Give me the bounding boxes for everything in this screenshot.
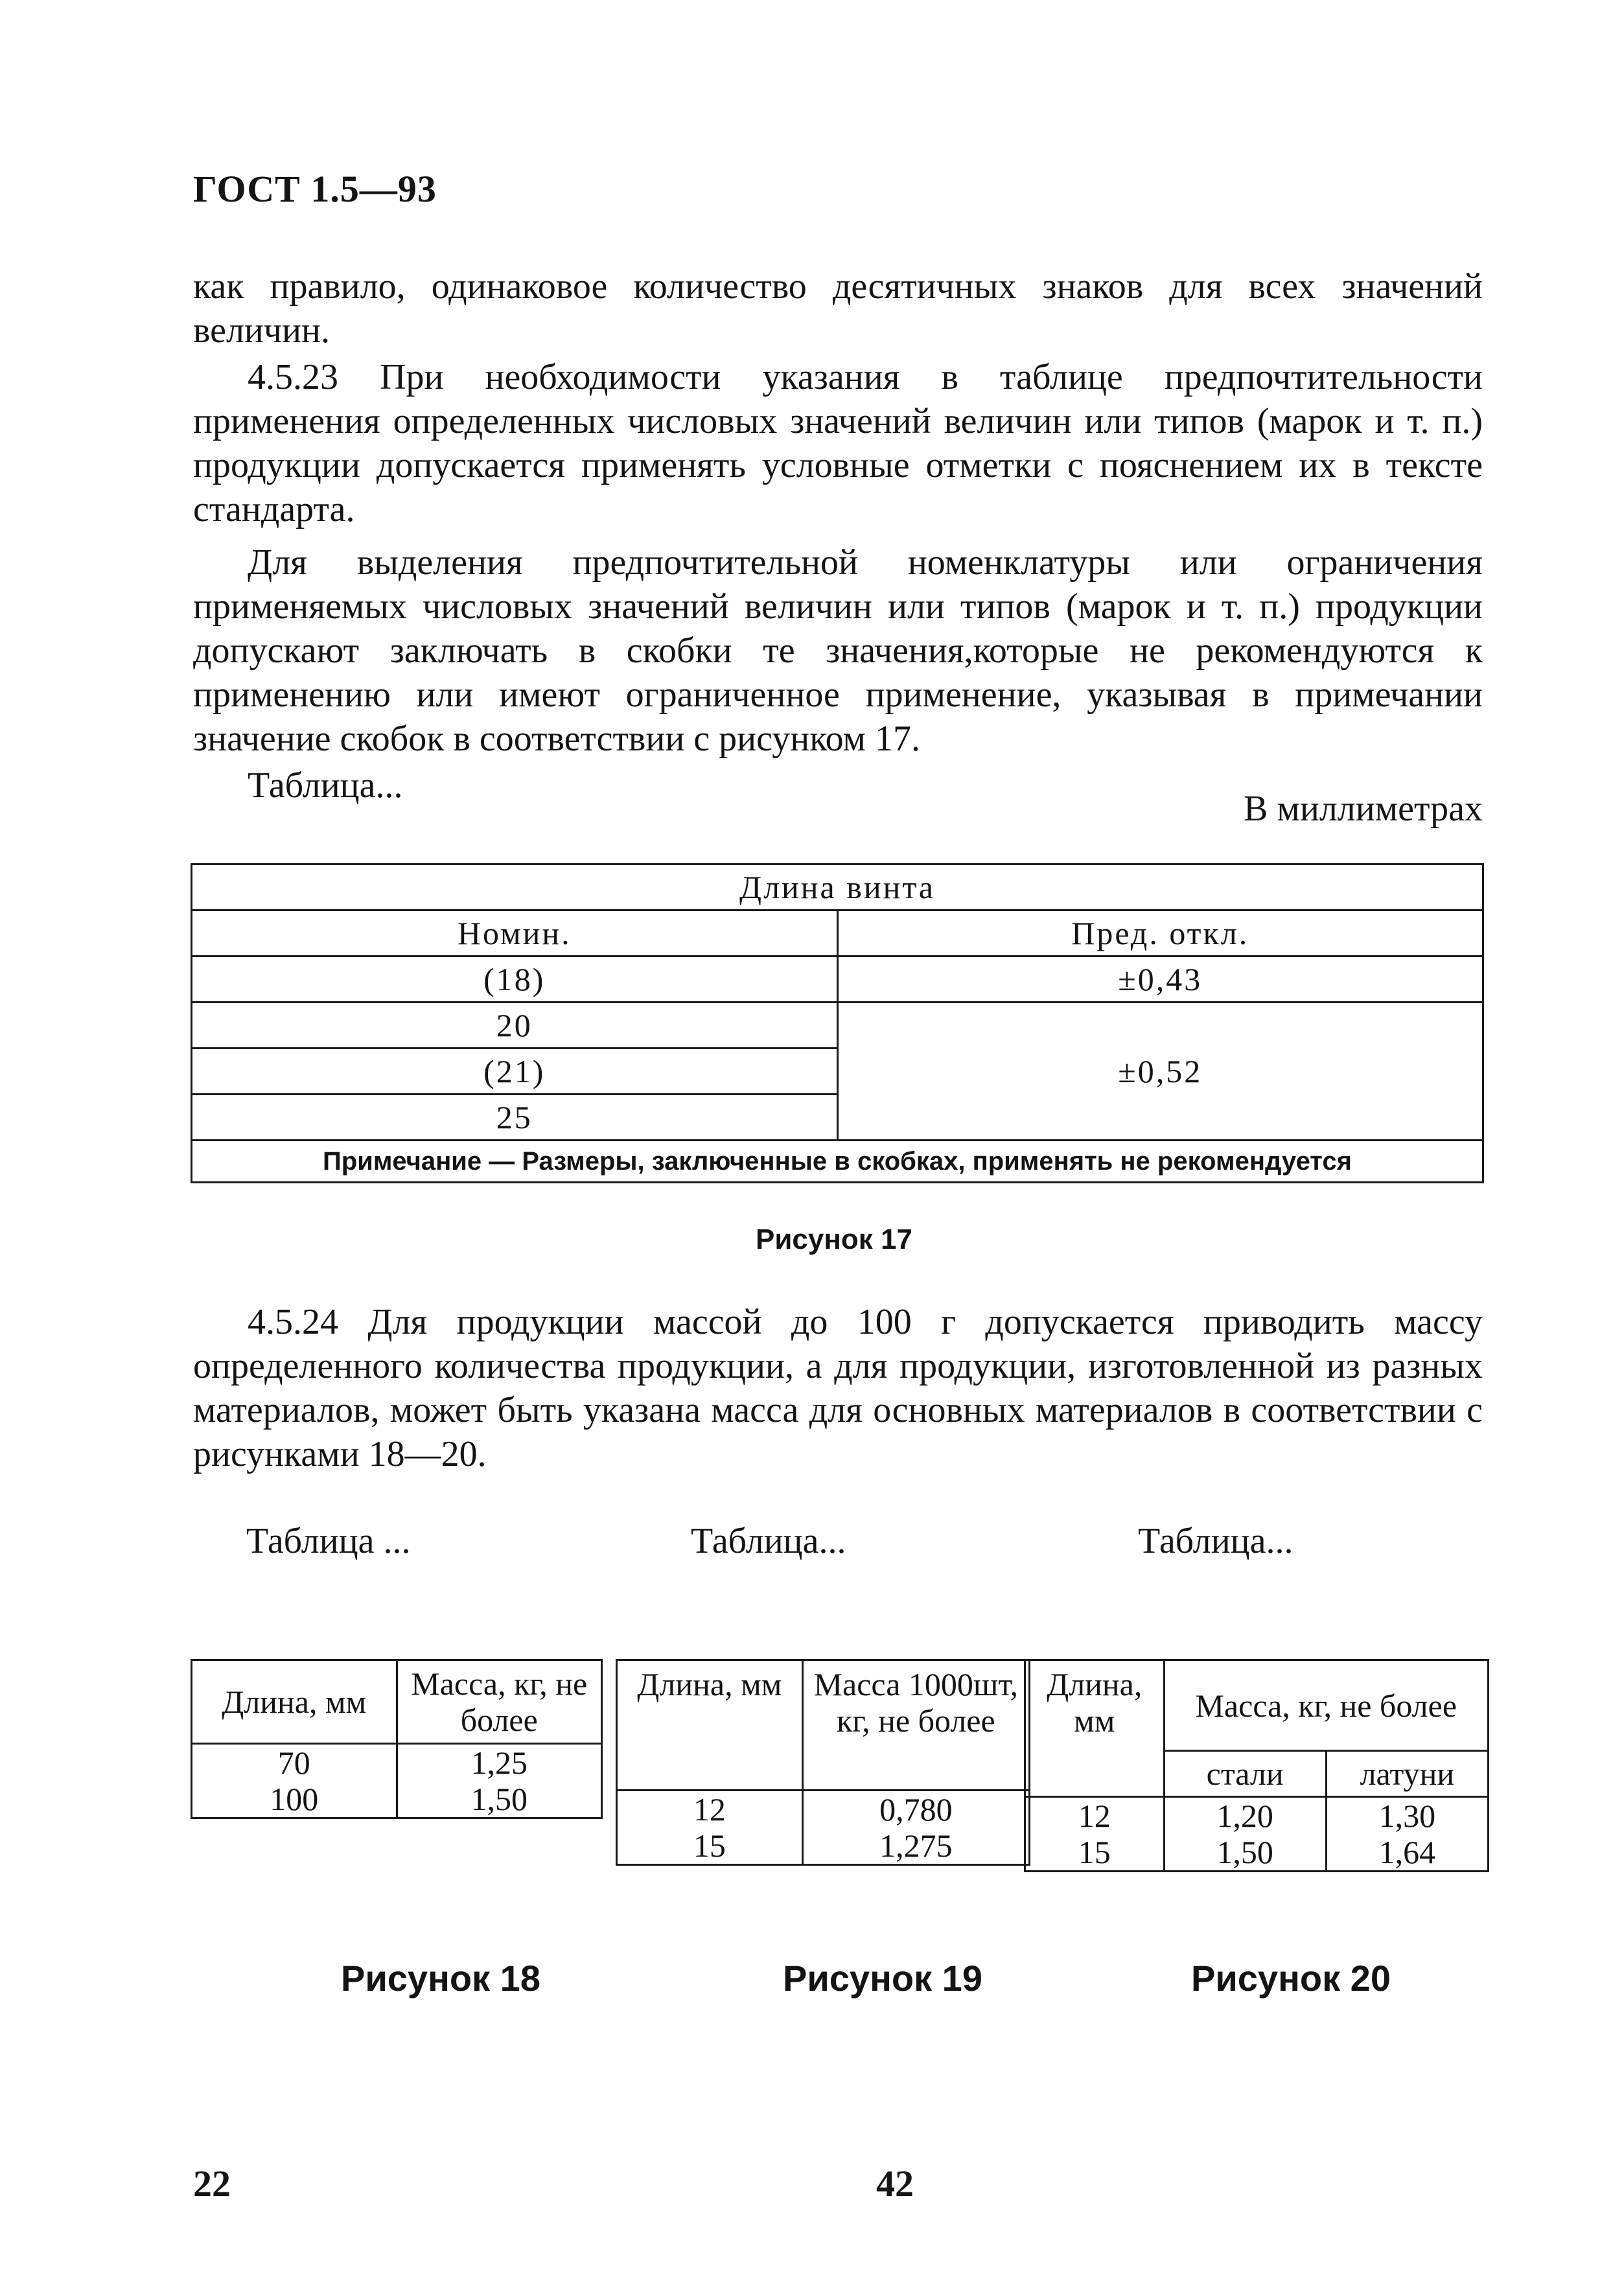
cell-mass-brass: 1,64 xyxy=(1326,1834,1488,1872)
col-header-steel: стали xyxy=(1164,1751,1326,1797)
body-text-top xyxy=(193,264,1483,807)
table-row xyxy=(192,957,1483,1003)
paragraph-4-5-23: 4.5.23 При необходимости указания в таблице предпочтительности применения определенных числовых значений величин или типов (марок и т. п.) продукции допускается применять условные отметки с пояснением их в тексте стандарта. xyxy=(193,357,1483,529)
figure-20-caption: Рисунок 20 xyxy=(1191,1958,1391,1999)
figure-17-caption: Рисунок 17 xyxy=(756,1224,912,1255)
cell-mass: 1,50 xyxy=(397,1781,602,1818)
table-row xyxy=(1025,1834,1489,1872)
table-row xyxy=(192,1744,602,1781)
cell-mass-steel: 1,20 xyxy=(1164,1797,1326,1835)
cell-nominal: 20 xyxy=(192,1003,838,1049)
page-number-center: 42 xyxy=(876,2163,914,2205)
col-header-length: Длина, мм xyxy=(1025,1660,1165,1797)
table-row xyxy=(192,1781,602,1818)
cell-length: 70 xyxy=(192,1744,397,1781)
cell-mass-steel: 1,50 xyxy=(1164,1834,1326,1872)
cell-tolerance: ±0,52 xyxy=(837,1003,1483,1141)
page-number-left: 22 xyxy=(193,2163,231,2205)
cell-nominal: 25 xyxy=(192,1095,838,1141)
table-label-17: Таблица... xyxy=(248,765,403,806)
col-header-brass: латуни xyxy=(1326,1751,1488,1797)
col-header-length: Длина, мм xyxy=(192,1660,397,1744)
cell-length: 12 xyxy=(617,1791,803,1828)
table-row xyxy=(192,1003,1483,1049)
figure-18-table xyxy=(191,1659,603,1819)
table-row xyxy=(617,1791,1030,1828)
table-note: Примечание — Размеры, заключенные в скобках, применять не рекомендуется xyxy=(192,1141,1483,1183)
col-header-nominal: Номин. xyxy=(192,911,838,957)
figure-20-table xyxy=(1024,1659,1489,1872)
figure-18-caption: Рисунок 18 xyxy=(341,1958,540,1999)
col-header-length: Длина, мм xyxy=(617,1660,803,1791)
table-label-19: Таблица... xyxy=(691,1521,846,1561)
table-row xyxy=(617,1827,1030,1865)
paragraph-brackets: Для выделения предпочтительной номенклатуры или ограничения применяемых числовых значений величин или типов (марок и т. п.) продукции допускают заключать в скобки те значения,которые не рекомендуются к применению или имеют ограниченное применение, указывая в примечании значение скобок в соответствии с рисунком 17. xyxy=(193,542,1483,759)
cell-mass: 0,780 xyxy=(802,1791,1029,1828)
cell-mass: 1,25 xyxy=(397,1744,602,1781)
paragraph-4-5-24: 4.5.24 Для продукции массой до 100 г допускается приводить массу определенного количества продукции, а для продукции, изготовленной из разных материалов, может быть указана масса для основных материалов в соответствии с рисунками 18—20. xyxy=(193,1302,1483,1474)
col-header-mass: Масса, кг, не более xyxy=(1164,1660,1489,1751)
units-label: В миллиметрах xyxy=(1244,789,1483,829)
document-header: ГОСТ 1.5—93 xyxy=(193,168,437,210)
cell-mass-brass: 1,30 xyxy=(1326,1797,1488,1835)
cell-mass: 1,275 xyxy=(802,1827,1029,1865)
figure-19-table xyxy=(616,1659,1030,1866)
table-label-20: Таблица... xyxy=(1138,1521,1293,1561)
cell-length: 15 xyxy=(1025,1834,1165,1872)
col-header-tolerance: Пред. откл. xyxy=(837,911,1483,957)
cell-length: 100 xyxy=(192,1781,397,1818)
figure-19-caption: Рисунок 19 xyxy=(783,1958,982,1999)
cell-length: 15 xyxy=(617,1827,803,1865)
cell-length: 12 xyxy=(1025,1797,1165,1835)
col-header-mass: Масса 1000шт, кг, не более xyxy=(802,1660,1029,1791)
cell-nominal: (21) xyxy=(192,1049,838,1095)
body-text-bottom xyxy=(193,1300,1483,1476)
table-title: Длина винта xyxy=(192,864,1483,911)
figure-17-table xyxy=(191,863,1484,1183)
cell-tolerance: ±0,43 xyxy=(837,957,1483,1003)
col-header-mass: Масса, кг, не более xyxy=(397,1660,602,1744)
table-label-18: Таблица ... xyxy=(246,1521,411,1561)
table-row xyxy=(1025,1797,1489,1835)
cell-nominal: (18) xyxy=(192,957,838,1003)
paragraph-1: как правило, одинаковое количество десятичных знаков для всех значений величин. xyxy=(193,266,1483,351)
